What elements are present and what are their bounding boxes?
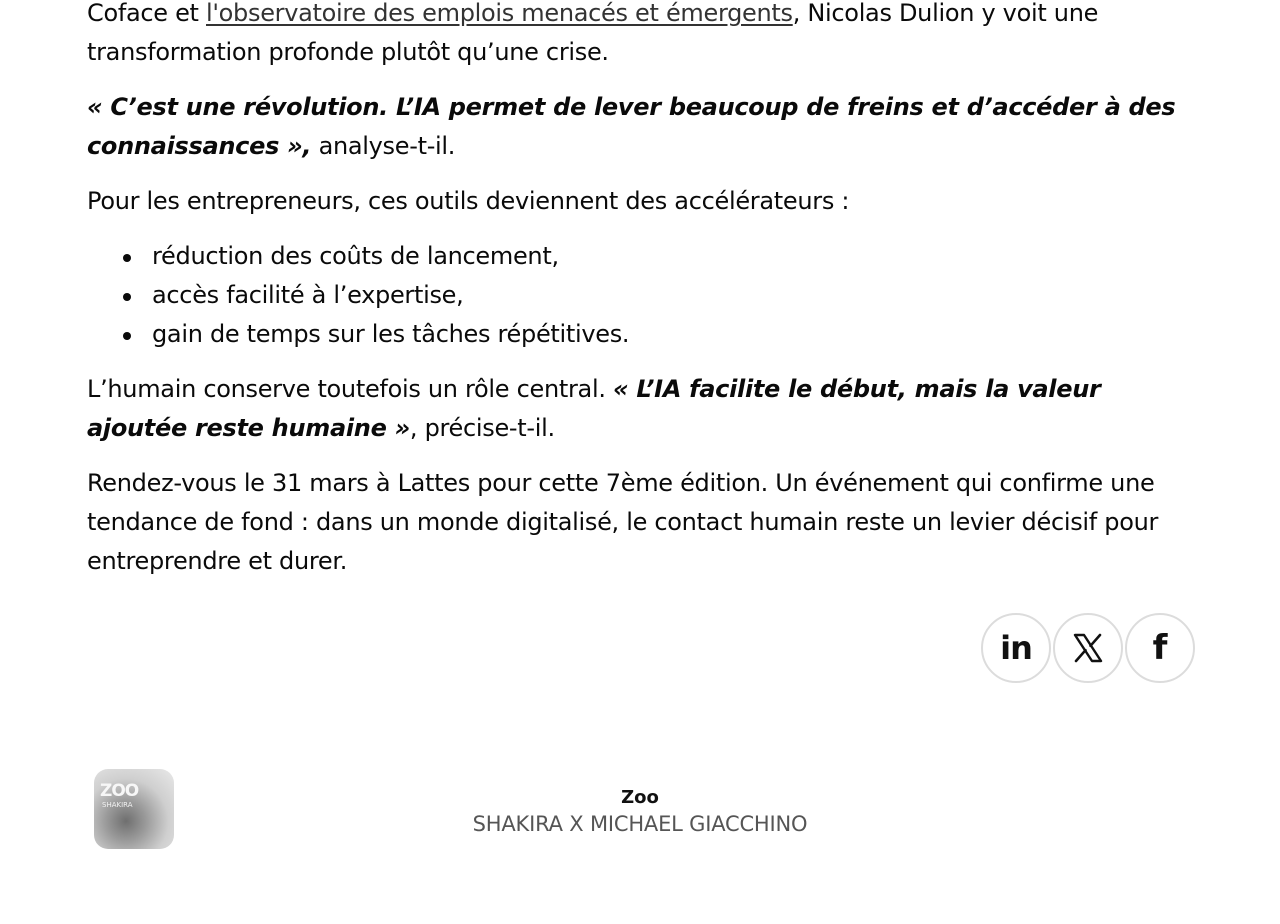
list-item: gain de temps sur les tâches répétitives. <box>152 315 1202 354</box>
quote-text: « C’est une révolution. L’IA permet de lever beaucoup de freins et d’accéder à des connaissances », <box>87 93 1176 160</box>
paragraph-text: analyse-t-il. <box>311 132 456 160</box>
benefits-list <box>87 237 1202 354</box>
share-buttons <box>981 613 1195 683</box>
paragraph-coface <box>87 0 1202 72</box>
article-body <box>87 0 1202 597</box>
track-artist: SHAKIRA X MICHAEL GIACCHINO <box>472 812 808 836</box>
paragraph-rendez-vous: Rendez-vous le 31 mars à Lattes pour cette 7ème édition. Un événement qui confirme une tendance de fond : dans un monde digitalisé, le contact humain reste un levier décisif pour entreprendre et durer. <box>87 469 1159 575</box>
share-linkedin-button[interactable] <box>981 613 1051 683</box>
list-item: réduction des coûts de lancement, <box>152 237 1202 276</box>
quote-text: « L’IA facilite le début, mais la valeur ajoutée reste humaine » <box>87 375 1101 442</box>
list-item: accès facilité à l’expertise, <box>152 276 1202 315</box>
share-x-button[interactable] <box>1053 613 1123 683</box>
cover-subtitle: SHAKIRA <box>102 801 133 809</box>
observatoire-link[interactable]: l'observatoire des emplois menacés et émergents <box>206 0 793 27</box>
paragraph-text: , précise-t-il. <box>409 414 555 442</box>
audio-player <box>94 769 1186 850</box>
track-title: Zoo <box>621 787 659 808</box>
paragraph-humain <box>87 370 1202 448</box>
track-info <box>94 787 1186 839</box>
share-facebook-button[interactable] <box>1125 613 1195 683</box>
cover-title: ZOO <box>100 781 139 801</box>
paragraph-text: Coface et <box>87 0 206 27</box>
paragraph-text: L’humain conserve toutefois un rôle central. <box>87 375 613 403</box>
x-icon <box>1073 633 1103 663</box>
paragraph-quote-revolution <box>87 88 1202 166</box>
facebook-icon: f <box>1152 628 1168 668</box>
paragraph-text: , Nicolas Dulion y voit une transformation profonde plutôt qu’une crise. <box>87 0 1099 66</box>
paragraph-entrepreneurs: Pour les entrepreneurs, ces outils deviennent des accélérateurs : <box>87 187 850 215</box>
linkedin-icon: in <box>1000 629 1032 667</box>
